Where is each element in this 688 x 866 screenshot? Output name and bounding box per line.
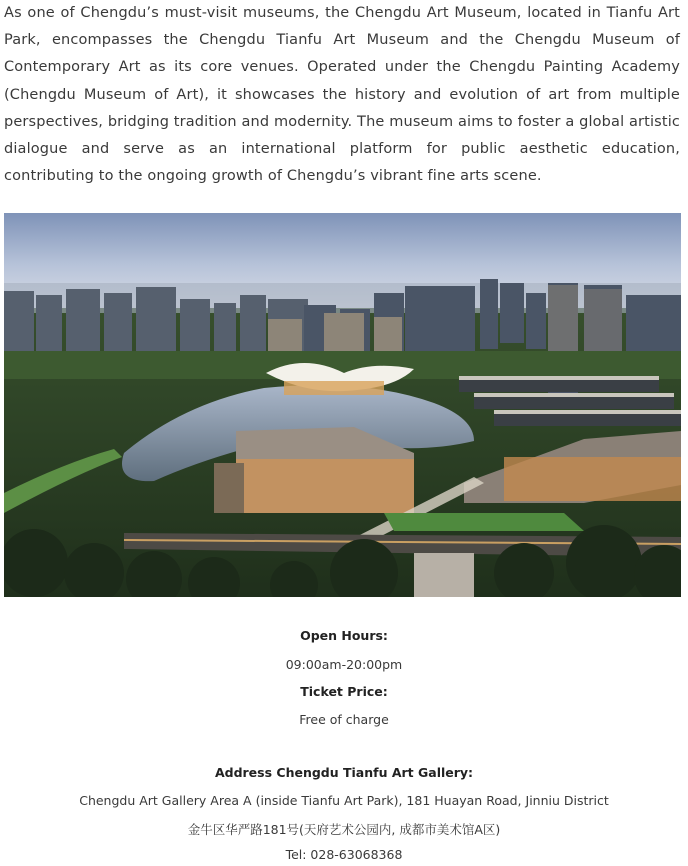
ticket-price-value: Free of charge (299, 712, 389, 727)
open-hours-value: 09:00am-20:00pm (285, 657, 403, 672)
address-label: Address Chengdu Tianfu Art Gallery: (214, 765, 474, 780)
intro-paragraph: As one of Chengdu’s must-visit museums, the Chengdu Art Museum, located in Tianfu Art Park, encompasses the Chengdu Tianfu Art Museum and the Chengdu Museum of Contemporary Art as its core venues. Operated under the Chengdu Painting Academy (Chengdu Museum of Art), it showcases the history and evolution of art from multiple perspectives, bridging tradition and modernity. The museum aims to foster a global artistic dialogue and serve as an international platform for public aesthetic education, contributing to the ongoing growth of Chengdu’s vibrant fine arts scene. (4, 5, 681, 185)
address-english: Chengdu Art Gallery Area A (inside Tianfu Art Park), 181 Huayan Road, Jinniu District (79, 793, 609, 808)
address-chinese: 金牛区华严路181号(天府艺术公园内, 成都市美术馆A区) (187, 822, 501, 837)
telephone: Tel: 028-63068368 (285, 847, 403, 862)
ticket-price-label: Ticket Price: (300, 684, 388, 699)
museum-aerial-photo (4, 213, 681, 597)
open-hours-label: Open Hours: (300, 628, 388, 643)
